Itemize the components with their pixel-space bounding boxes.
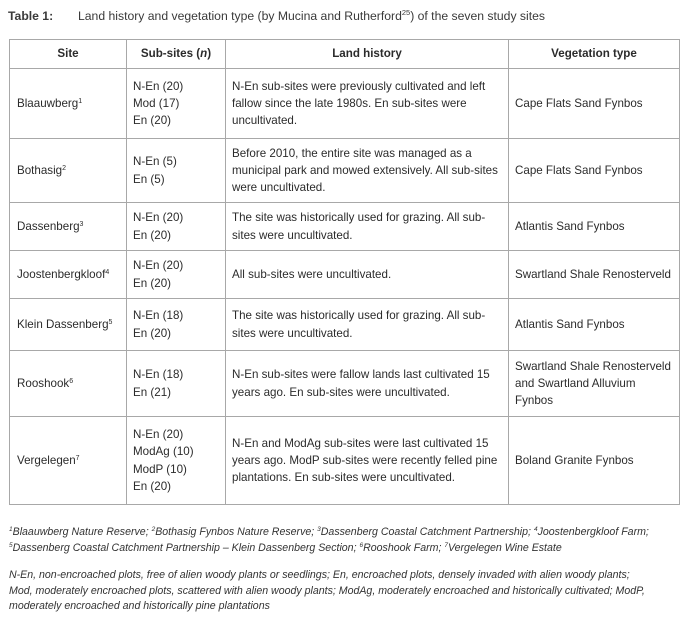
vegetation-line: and Swartland Alluvium — [515, 376, 636, 390]
site-footnote-mark: 2 — [62, 164, 67, 172]
subsites-cell — [127, 203, 226, 251]
vegetation-cell — [509, 351, 680, 417]
subsite-entry: N-En (5) — [133, 155, 177, 169]
subsite-entry: N-En (20) — [133, 79, 184, 93]
land-history-line: plantations. En sub-sites were uncultivated. — [232, 471, 455, 485]
subsite-entry: En (20) — [133, 114, 172, 128]
header-site: Site — [10, 40, 127, 69]
footnote-source: Joostenbergkloof Farm; — [537, 526, 649, 538]
vegetation-line: Atlantis Sand Fynbos — [515, 317, 625, 331]
vegetation-line: Boland Granite Fynbos — [515, 453, 634, 467]
site-cell — [10, 351, 127, 417]
site-name: Bothasig — [17, 163, 63, 177]
subsite-entry: En (20) — [133, 276, 172, 290]
abbreviation-line: moderately encroached and historically pine plantations — [9, 600, 270, 613]
site-footnote-mark: 4 — [105, 268, 110, 276]
table-row — [10, 351, 680, 417]
subsites-cell — [127, 351, 226, 417]
land-history-line: municipal park and mowed extensively. All sub-sites — [232, 163, 498, 177]
abbreviation-line: Mod, moderately encroached plots, scattered with alien woody plants; ModAg, moderately encroached and historically cultivated; ModP, — [9, 584, 645, 597]
footnote-source: Bothasig Fynbos Nature Reserve; — [155, 526, 318, 538]
table-row — [10, 417, 680, 505]
subsite-entry: ModAg (10) — [133, 445, 194, 459]
land-history-cell — [226, 203, 509, 251]
site-name: Rooshook — [17, 376, 70, 390]
site-footnote-mark: 7 — [75, 454, 80, 462]
site-table — [9, 39, 680, 505]
land-history-line: N-En sub-sites were previously cultivated and left — [232, 79, 486, 93]
site-footnote-mark: 6 — [69, 377, 74, 385]
table-row — [10, 203, 680, 251]
footnote-source: Dassenberg Coastal Catchment Partnership; — [320, 526, 534, 538]
table-row — [10, 139, 680, 203]
footnote-mark: 4 — [533, 526, 538, 533]
land-history-line: sites were uncultivated. — [232, 326, 353, 340]
header-row — [10, 40, 680, 69]
site-cell — [10, 69, 127, 139]
title-text-after: ) of the seven study sites — [410, 9, 545, 23]
vegetation-line: Swartland Shale Renosterveld — [515, 359, 671, 373]
site-name: Dassenberg — [17, 219, 80, 233]
header-subsites-prefix: Sub-sites ( — [140, 47, 201, 61]
land-history-cell — [226, 69, 509, 139]
land-history-line: sites were uncultivated. — [232, 228, 353, 242]
subsite-entry: N-En (20) — [133, 211, 184, 225]
subsites-cell — [127, 251, 226, 299]
table-row — [10, 299, 680, 351]
subsites-cell — [127, 69, 226, 139]
table-row — [10, 69, 680, 139]
table-caption — [8, 8, 680, 30]
footnote-mark: 3 — [317, 526, 321, 533]
table-row — [10, 251, 680, 299]
vegetation-cell — [509, 251, 680, 299]
subsite-entry: N-En (20) — [133, 259, 184, 273]
land-history-line: The site was historically used for grazing. All sub- — [232, 211, 486, 225]
land-history-line: The site was historically used for grazing. All sub- — [232, 309, 486, 323]
subsite-entry: ModP (10) — [133, 462, 187, 476]
site-name: Vergelegen — [17, 453, 76, 467]
subsite-entry: En (20) — [133, 326, 172, 340]
land-history-line: fallow since the late 1980s. En sub-sites were — [232, 96, 467, 110]
footnote-source: Rooshook Farm; — [363, 541, 445, 554]
land-history-line: were uncultivated. — [232, 181, 326, 195]
land-history-line: N-En and ModAg sub-sites were last cultivated 15 — [232, 436, 489, 450]
land-history-line: Before 2010, the entire site was managed as a — [232, 146, 472, 160]
vegetation-cell — [509, 69, 680, 139]
land-history-line: N-En sub-sites were fallow lands last cultivated 15 — [232, 368, 490, 382]
site-cell — [10, 299, 127, 351]
footnote-mark: 7 — [444, 541, 448, 549]
title-text-before: Land history and vegetation type (by Mucina and Rutherford — [78, 9, 402, 23]
subsite-entry: Mod (17) — [133, 96, 180, 110]
vegetation-line: Swartland Shale Renosterveld — [515, 267, 671, 281]
footnote-mark: 2 — [151, 526, 156, 533]
site-name: Klein Dassenberg — [17, 317, 109, 331]
land-history-line: uncultivated. — [232, 114, 298, 128]
subsite-entry: En (20) — [133, 228, 172, 242]
land-history-line: years ago. ModP sub-sites were recently felled pine — [232, 453, 498, 467]
vegetation-line: Fynbos — [515, 394, 554, 408]
table-footnotes — [9, 525, 679, 615]
subsite-entry: En (20) — [133, 479, 172, 493]
title-reference: 25 — [401, 8, 411, 17]
header-vegetation: Vegetation type — [509, 40, 680, 69]
table-body — [10, 69, 680, 505]
land-history-cell — [226, 417, 509, 505]
site-name: Joostenbergkloof — [17, 267, 106, 281]
subsite-entry: N-En (18) — [133, 368, 184, 382]
site-footnote-mark: 3 — [79, 220, 84, 228]
subsite-entry: En (5) — [133, 172, 165, 186]
header-land-history: Land history — [226, 40, 509, 69]
footnote-source: Vergelegen Wine Estate — [447, 541, 562, 554]
site-name: Blaauwberg — [17, 96, 79, 110]
land-history-cell — [226, 251, 509, 299]
abbreviation-line: N-En, non-encroached plots, free of alien woody plants or seedlings; En, encroached plots, densely invaded with alien woody plants; — [9, 569, 630, 582]
footnote-mark: 5 — [9, 541, 13, 549]
footnote-mark: 6 — [359, 541, 364, 549]
subsite-entry: N-En (18) — [133, 309, 184, 323]
vegetation-line: Cape Flats Sand Fynbos — [515, 163, 643, 177]
site-cell — [10, 251, 127, 299]
site-cell — [10, 203, 127, 251]
subsites-cell — [127, 299, 226, 351]
footnote-sources — [9, 525, 679, 556]
vegetation-line: Atlantis Sand Fynbos — [515, 219, 625, 233]
footnote-source: Blaauwberg Nature Reserve; — [12, 526, 152, 538]
table-number: Table 1: — [8, 9, 54, 23]
vegetation-cell — [509, 417, 680, 505]
land-history-cell — [226, 351, 509, 417]
table-title — [78, 8, 680, 24]
site-footnote-mark: 1 — [78, 97, 83, 105]
subsite-entry: En (21) — [133, 385, 172, 399]
vegetation-cell — [509, 203, 680, 251]
subsites-cell — [127, 417, 226, 505]
header-subsites-n: n — [200, 47, 208, 61]
land-history-cell — [226, 139, 509, 203]
header-subsites-suffix: ) — [207, 47, 212, 61]
land-history-line: years ago. En sub-sites were uncultivated. — [232, 385, 450, 399]
footnote-abbreviations — [9, 568, 679, 615]
land-history-cell — [226, 299, 509, 351]
land-history-line: All sub-sites were uncultivated. — [232, 267, 392, 281]
site-cell — [10, 139, 127, 203]
header-subsites — [127, 40, 226, 69]
subsite-entry: N-En (20) — [133, 427, 184, 441]
subsites-cell — [127, 139, 226, 203]
footnote-mark: 1 — [9, 526, 13, 533]
footnote-source: Dassenberg Coastal Catchment Partnership – Klein Dassenberg Section; — [12, 541, 360, 554]
vegetation-line: Cape Flats Sand Fynbos — [515, 96, 643, 110]
site-footnote-mark: 5 — [108, 318, 113, 326]
vegetation-cell — [509, 299, 680, 351]
vegetation-cell — [509, 139, 680, 203]
site-cell — [10, 417, 127, 505]
